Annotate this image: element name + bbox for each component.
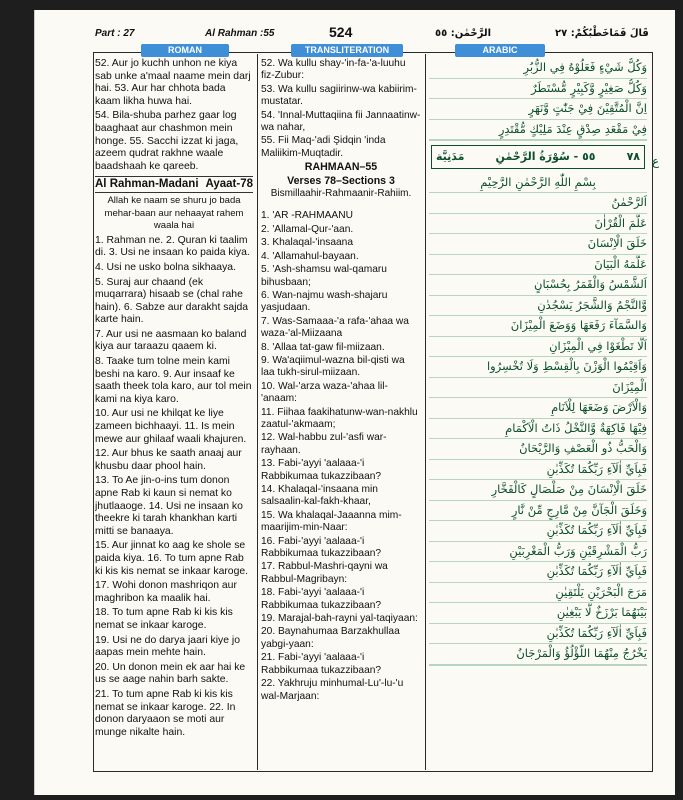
- translit-verse: 9. Wa'aqiimul-wazna bil-qisti wa laa tukh-sirul-miizaan.: [261, 354, 405, 379]
- roman-column: [95, 58, 253, 766]
- roman-verse: 54. Bila-shuba parhez gaar log baaghaat aur chashmon mein honge. 55. Sacchi izzat ki jaga, azeem qudrat rakhne waale baadshaah ke qareeb.: [95, 110, 239, 172]
- roman-bismillah: Allah ke naam se shuru jo bada mehar-baan aur nehaayat rahem waala hai: [104, 194, 244, 232]
- arabic-verse: خَلَقَ الْاِنْسَانَ: [429, 234, 647, 255]
- surah-section-header: [95, 176, 253, 193]
- translit-verse: 12. Wal-habbu zul-'asfi war-rayhaan.: [261, 432, 387, 456]
- arabic-verse: وَكُلُّ صَغِيْرٍ وَّكَبِيْرٍ مُّسْتَطَرٌ: [429, 79, 647, 100]
- translit-verse: 15. Wa khalaqal-Jaaanna mim-maarijim-min-Naar:: [261, 509, 402, 534]
- translit-verse: 8. 'Allaa tat-gaw fil-miizaan.: [261, 341, 385, 353]
- arabic-verse: اِنَّ الْمُتَّقِيْنَ فِيْ جَنّٰتٍ وَّنَهَرٍ: [429, 99, 647, 120]
- surah-title-box: [431, 145, 645, 169]
- roman-verse: 10. Aur usi ne khilqat ke liye zameen bichhaayi. 11. Is mein mewe aur ghilaaf waali khajuren.: [95, 408, 247, 445]
- arabic-verse: مَرَجَ الْبَحْرَيْنِ يَلْتَقِيٰنِ: [429, 583, 647, 604]
- tab-roman: ROMAN: [141, 44, 229, 57]
- translit-verse: 54. 'Innal-Muttaqiina fii Jannaatinw-wa nahar,: [261, 109, 421, 134]
- tab-arabic: ARABIC: [455, 44, 545, 57]
- surah-revelation: مَدَنِيَّة: [436, 150, 465, 163]
- roman-verse: 52. Aur jo kuchh unhon ne kiya sab unke a'maal naame mein darj hai. 53. Aur har chhota bada kaam likha huwa hai.: [95, 58, 251, 107]
- roman-verse: 7. Aur usi ne aasmaan ko baland kiya aur taraazu qaaem ki.: [95, 328, 247, 353]
- translit-verse: 17. Rabbul-Mashri-qayni wa Rabbul-Magribayn:: [261, 561, 388, 585]
- verses-sections: Verses 78–Sections 3: [287, 174, 395, 187]
- arabic-verse: الْمِيْزَانَ: [429, 378, 647, 399]
- roman-verse: 13. To Ae jin-o-ins tum donon apne Rab ki kaun si nemat ko jhutlaaoge. 14. Usi ne insaan ko theekre ki tarah khankhan karti mitti se banaaya.: [95, 475, 243, 537]
- quran-page: [34, 10, 675, 795]
- roman-verse: 4. Usi ne usko bolna sikhaaya.: [95, 261, 236, 273]
- arabic-verse: وَكُلُّ شَيْءٍ فَعَلُوْهُ فِي الزُّبُرِ: [429, 58, 647, 79]
- arabic-verse: يَخْرُجُ مِنْهُمَا اللُّؤْلُؤُ وَالْمَرْجَانُ: [429, 644, 647, 665]
- translit-verse: 13. Fabi-'ayyi 'aalaaa-'i Rabbikumaa tukazzibaan?: [261, 458, 382, 482]
- arabic-bismillah: بِسْمِ اللّٰهِ الرَّحْمٰنِ الرَّحِيْمِ: [429, 173, 647, 194]
- surah-name-arabic: ٥٥ - سُوْرَةُ الرَّحْمٰنِ: [495, 150, 596, 163]
- arabic-verse: وَالْاَرْضَ وَضَعَهَا لِلْاَنَامِ: [429, 398, 647, 419]
- arabic-verse: وَالسَّمَآءَ رَفَعَهَا وَوَضَعَ الْمِيْزَانَ: [429, 316, 647, 337]
- translit-verse: 5. 'Ash-shamsu wal-qamaru bihusbaan;: [261, 264, 387, 288]
- translit-verse: 11. Fiihaa faakihatunw-wan-nakhlu zaatul-'akmaam;: [261, 406, 418, 430]
- translit-verse: 55. Fii Maq-'adi Şidqin 'inda Maliikim-Muqtadir.: [261, 135, 386, 159]
- column-divider-1: [257, 54, 258, 770]
- arabic-verse: فِيْ مَقْعَدِ صِدْقٍ عِنْدَ مَلِيْكٍ مُّقْتَدِرٍ: [429, 120, 647, 141]
- arabic-verse: فَبِاَيِّ اٰلَآءِ رَبِّكُمَا تُكَذِّبٰنِ: [429, 624, 647, 645]
- translit-verse: 4. 'Allamahul-bayaan.: [261, 250, 359, 262]
- arabic-verse: وَخَلَقَ الْجَآنَّ مِنْ مَّارِجٍ مِّنْ نَّارٍ: [429, 501, 647, 522]
- arabic-verse: بَيْنَهُمَا بَرْزَخٌ لَّا يَبْغِيٰنِ: [429, 603, 647, 624]
- roman-verse: 8. Taake tum tolne mein kami beshi na karo. 9. Aur insaaf ke saath theek tola karo, aur tol mein kami na kiya karo.: [95, 356, 252, 405]
- arabic-verse: وَّالنَّجْمُ وَالشَّجَرُ يَسْجُدٰنِ: [429, 296, 647, 317]
- arabic-verse: عَلَّمَهُ الْبَيَانَ: [429, 255, 647, 276]
- roman-verse: 1. Rahman ne. 2. Quran ki taalim di. 3. Usi ne insaan ko paida kiya.: [95, 234, 250, 259]
- translit-verse: 22. Yakhruju minhumal-Lu'-lu-'u wal-Marjaan:: [261, 678, 404, 702]
- arabic-verse: خَلَقَ الْاِنْسَانَ مِنْ صَلْصَالٍ كَالْفَخَّارِ: [429, 480, 647, 501]
- arabic-verse: فِيْهَا فَاكِهَةٌ وَّالنَّخْلُ ذَاتُ الْاَكْمَامِ: [429, 419, 647, 440]
- translit-verse: 16. Fabi-'ayyi 'aalaaa-'i Rabbikumaa tukazzibaan?: [261, 535, 382, 560]
- tab-transliteration: TRANSLITERATION: [291, 44, 403, 57]
- translit-verse: 10. Wal-'arza waza-'ahaa lil-'anaam:: [261, 380, 388, 405]
- section-ayaat: Ayaat-78: [205, 178, 253, 191]
- translit-verse: 19. Marajal-bah-rayni yal-taqiyaan:: [261, 613, 418, 625]
- header-part-arabic: قَالَ فَمَاخَطْبُكُمْ: ٢٧: [555, 28, 649, 39]
- translit-verse: 6. Wan-najmu wash-shajaru yasjudaan.: [261, 289, 388, 314]
- arabic-verse: وَالْحَبُّ ذُو الْعَصْفِ وَالرَّيْحَانُ: [429, 439, 647, 460]
- translit-verse: 14. Khalaqal-'insaana min salsaalin-kal-fakh-khaar,: [261, 484, 378, 508]
- translit-verse: 1. 'AR -RAHMAANU: [261, 210, 353, 222]
- header-surah-arabic: الرَّحْمٰن: ٥٥: [435, 28, 492, 39]
- transliteration-column: [261, 58, 421, 766]
- arabic-verse: اَلَّا تَطْغَوْا فِي الْمِيْزَانِ: [429, 337, 647, 358]
- roman-verse: 5. Suraj aur chaand (ek muqarrara) hisaab se (chal rahe hain). 6. Sabze aur darakht sajda karte hain.: [95, 276, 249, 326]
- roman-verse: 21. To tum apne Rab ki kis kis nemat se inkaar karoge. 22. In donon daryaaon se moti aur munge nikalte hain.: [95, 688, 236, 738]
- translit-verse: 21. Fabi-'ayyi 'aalaaa-'i Rabbikumaa tukazzibaan?: [261, 652, 382, 676]
- arabic-verse: اَلرَّحْمٰنُ: [429, 193, 647, 214]
- header-part: Part : 27: [95, 28, 135, 39]
- translit-verse: 3. Khalaqal-'insaana: [261, 237, 354, 249]
- translit-bismillah: Bismillaahir-Rahmaanir-Rahiim.: [270, 188, 412, 200]
- roman-verse: 18. To tum apne Rab ki kis kis nemat se inkaar karoge.: [95, 607, 233, 631]
- ruku-margin-mark: ع: [652, 154, 660, 168]
- column-divider-2: [425, 54, 426, 770]
- translit-verse: 53. Wa kullu sagiirinw-wa kabiirim-mustatar.: [261, 83, 417, 108]
- arabic-verse: وَاَقِيْمُوا الْوَزْنَ بِالْقِسْطِ وَلَا تُخْسِرُوا: [429, 357, 647, 378]
- arabic-column: [429, 58, 647, 766]
- roman-verse: 12. Aur bhus ke saath anaaj aur khusbu daar phool hain.: [95, 448, 242, 472]
- translit-verse: 2. 'Allamal-Qur-'aan.: [261, 223, 354, 235]
- chapter-heading: RAHMAAN–55: [304, 161, 378, 174]
- translit-verse: 20. Baynahumaa Barzakhullaa yabgi-yaan:: [261, 626, 400, 650]
- arabic-verse: فَبِاَيِّ اٰلَآءِ رَبِّكُمَا تُكَذِّبٰنِ: [429, 521, 647, 542]
- translit-verse: 18. Fabi-'ayyi 'aalaaa-'i Rabbikumaa tukazzibaan?: [261, 587, 382, 611]
- arabic-verse: عَلَّمَ الْقُرْاٰنَ: [429, 214, 647, 235]
- roman-verse: 19. Usi ne do darya jaari kiye jo aapas mein mehte hain.: [95, 634, 240, 659]
- translit-verse: 7. Was-Samaaa-'a rafa-'ahaa wa waza-'al-Miizaana: [261, 315, 409, 340]
- translit-verse: 52. Wa kullu shay-'in-fa-'a-luuhu fiz-Zubur:: [261, 58, 406, 82]
- arabic-verse: رَبُّ الْمَشْرِقَيْنِ وَرَبُّ الْمَغْرِبَيْنِ: [429, 542, 647, 563]
- header-surah: Al Rahman :55: [205, 28, 275, 39]
- arabic-verse: اَلشَّمْسُ وَالْقَمَرُ بِحُسْبَانٍ: [429, 275, 647, 296]
- roman-verse: 20. Un donon mein ek aar hai ke us se aage nahin barh sakte.: [95, 661, 246, 686]
- arabic-verse: فَبِاَيِّ اٰلَآءِ رَبِّكُمَا تُكَذِّبٰنِ: [429, 562, 647, 583]
- surah-verse-count: ٧٨: [626, 150, 640, 163]
- section-title: Al Rahman-Madani: [95, 178, 199, 191]
- roman-verse: 17. Wohi donon mashriqon aur maghribon ka maalik hai.: [95, 580, 237, 604]
- roman-verse: 15. Aur jinnat ko aag ke shole se paida kiya. 16. To tum apne Rab ki kis kis nemat se inkaar karoge.: [95, 540, 249, 577]
- arabic-verse: فَبِاَيِّ اٰلَآءِ رَبِّكُمَا تُكَذِّبٰنِ: [429, 460, 647, 481]
- page-number: 524: [329, 24, 353, 40]
